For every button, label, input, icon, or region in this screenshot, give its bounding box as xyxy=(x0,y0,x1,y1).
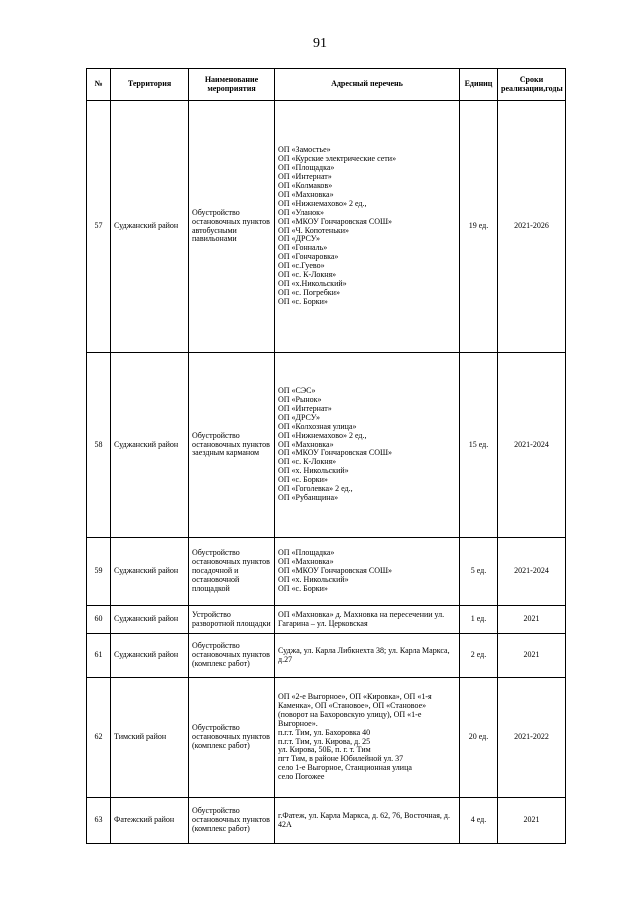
address-line: ОП «Гоголевка» 2 ед., xyxy=(278,484,353,494)
address-line: ОП «с. Борки» xyxy=(278,583,328,593)
row-units: 5 ед. xyxy=(460,538,498,606)
row-activity: Устройство разворотной площадки xyxy=(189,606,275,634)
row-num: 62 xyxy=(87,678,111,798)
address-line: ОП «Интернат» xyxy=(278,171,332,181)
address-line: село Погожее xyxy=(278,772,325,782)
address-line: ОП «Замостье» xyxy=(278,144,331,154)
address-line: ОП «Интернат» xyxy=(278,403,332,413)
row-activity: Обустройство остановочных пунктов автобусными павильонами xyxy=(189,101,275,353)
address-line: ОП «Ч. Копотеньки» xyxy=(278,225,350,235)
row-period: 2021 xyxy=(498,634,566,678)
row-period: 2021 xyxy=(498,798,566,844)
row-period: 2021-2026 xyxy=(498,101,566,353)
row-num: 59 xyxy=(87,538,111,606)
row-address xyxy=(275,678,460,798)
row-period: 2021-2022 xyxy=(498,678,566,798)
table-row xyxy=(87,798,566,844)
row-units: 2 ед. xyxy=(460,634,498,678)
address-line: село 1-е Выгорное, Станционная улица xyxy=(278,763,412,773)
address-line: ул. Кирова, 50Б, п. г. т. Тим xyxy=(278,745,371,755)
address-line: ОП «с. Погребки» xyxy=(278,288,340,298)
address-line: ОП «МКОУ Гончаровская СОШ» xyxy=(278,216,393,226)
address-line: г.Фатеж, ул. Карла Маркса, д. 62, 76, Восточная, д. 42А xyxy=(278,810,452,829)
table-header-row xyxy=(87,69,566,101)
table-row xyxy=(87,101,566,353)
row-territory: Тимский район xyxy=(111,678,189,798)
row-period: 2021-2024 xyxy=(498,353,566,538)
address-line: ОП «Гонналь» xyxy=(278,243,328,253)
address-line: ОП «Курские электрические сети» xyxy=(278,153,397,163)
address-line: пгт Тим, в районе Юбилейной ул. 37 xyxy=(278,754,404,764)
row-territory: Фатежский район xyxy=(111,798,189,844)
address-line: ОП «х. Никольский» xyxy=(278,466,349,476)
row-territory: Суджанский район xyxy=(111,353,189,538)
row-units: 20 ед. xyxy=(460,678,498,798)
header-activity: Наименование мероприятия xyxy=(189,69,275,101)
row-activity: Обустройство остановочных пунктов (комплекс работ) xyxy=(189,798,275,844)
address-line: ОП «Рынок» xyxy=(278,394,322,404)
row-units: 19 ед. xyxy=(460,101,498,353)
row-num: 60 xyxy=(87,606,111,634)
address-line: ОП «МКОУ Гончаровская СОШ» xyxy=(278,448,393,458)
row-period: 2021 xyxy=(498,606,566,634)
header-num: № xyxy=(87,69,111,101)
row-activity: Обустройство остановочных пунктов (комплекс работ) xyxy=(189,678,275,798)
address-line: ОП «Площадка» xyxy=(278,162,335,172)
row-address xyxy=(275,538,460,606)
address-line: ОП «с. Борки» xyxy=(278,297,328,307)
address-line: ОП «ДРСУ» xyxy=(278,234,320,244)
header-address: Адресный перечень xyxy=(275,69,460,101)
header-period: Сроки реализации,годы xyxy=(498,69,566,101)
address-line: ОП «Площадка» xyxy=(278,548,335,558)
address-line: ОП «МКОУ Гончаровская СОШ» xyxy=(278,566,393,576)
address-line: ОП «с.Гуево» xyxy=(278,261,325,271)
page-number: 91 xyxy=(313,36,327,51)
row-address xyxy=(275,634,460,678)
row-num: 61 xyxy=(87,634,111,678)
row-territory: Суджанский район xyxy=(111,538,189,606)
row-territory: Суджанский район xyxy=(111,606,189,634)
header-territory: Территория xyxy=(111,69,189,101)
address-line: ОП «Нижнемахово» 2 ед., xyxy=(278,198,367,208)
address-line: ОП «Нижнемахово» 2 ед., xyxy=(278,430,367,440)
row-territory: Суджанский район xyxy=(111,634,189,678)
address-line: ОП «Колхозная улица» xyxy=(278,421,357,431)
row-num: 58 xyxy=(87,353,111,538)
table-row xyxy=(87,606,566,634)
address-line: Суджа, ул. Карла Либкнехта 38; ул. Карла Маркса, д.27 xyxy=(278,645,452,664)
address-line: п.г.т. Тим, ул. Кирова, д. 25 xyxy=(278,736,371,746)
address-line: ОП «Гончаровка» xyxy=(278,252,339,262)
address-line: п.г.т. Тим, ул. Бахоровка 40 xyxy=(278,727,371,737)
address-line: ОП «х. Никольский» xyxy=(278,574,349,584)
address-line: ОП «с. Борки» xyxy=(278,475,328,485)
address-line: ОП «СЭС» xyxy=(278,385,316,395)
row-period: 2021-2024 xyxy=(498,538,566,606)
address-line: ОП «Махновка» д. Махновка на пересечении ул. Гагарина – ул. Церковская xyxy=(278,609,447,628)
address-line: ОП «Махновка» xyxy=(278,189,334,199)
table-row xyxy=(87,538,566,606)
address-line: ОП «2-е Выгорное», ОП «Кировка», ОП «1-я Каменка», ОП «Становое», ОП «Становое» (поворот на Бахоровскую улицу), ОП «1-е Выгорное». xyxy=(278,691,434,728)
address-line: ОП «Махновка» xyxy=(278,557,334,567)
table-row xyxy=(87,678,566,798)
address-line: ОП «Уланок» xyxy=(278,207,325,217)
row-activity: Обустройство остановочных пунктов заездным карманом xyxy=(189,353,275,538)
table-body xyxy=(87,101,566,844)
row-address xyxy=(275,606,460,634)
row-territory: Суджанский район xyxy=(111,101,189,353)
address-line: ОП «с. К-Локня» xyxy=(278,270,337,280)
row-units: 4 ед. xyxy=(460,798,498,844)
row-address xyxy=(275,798,460,844)
row-units: 1 ед. xyxy=(460,606,498,634)
address-line: ОП «Махновка» xyxy=(278,439,334,449)
address-line: ОП «ДРСУ» xyxy=(278,412,320,422)
row-address xyxy=(275,101,460,353)
table-row xyxy=(87,353,566,538)
row-activity: Обустройство остановочных пунктов (комплекс работ) xyxy=(189,634,275,678)
address-line: ОП «Колмаков» xyxy=(278,180,333,190)
row-activity: Обустройство остановочных пунктов посадочной и остановочной площадкой xyxy=(189,538,275,606)
activities-table xyxy=(86,68,566,844)
row-units: 15 ед. xyxy=(460,353,498,538)
table-row xyxy=(87,634,566,678)
address-line: ОП «Рубанщина» xyxy=(278,493,339,503)
address-line: ОП «с. К-Локня» xyxy=(278,457,337,467)
row-num: 57 xyxy=(87,101,111,353)
row-address xyxy=(275,353,460,538)
header-units: Единиц xyxy=(460,69,498,101)
row-num: 63 xyxy=(87,798,111,844)
address-line: ОП «х.Никольский» xyxy=(278,279,347,289)
